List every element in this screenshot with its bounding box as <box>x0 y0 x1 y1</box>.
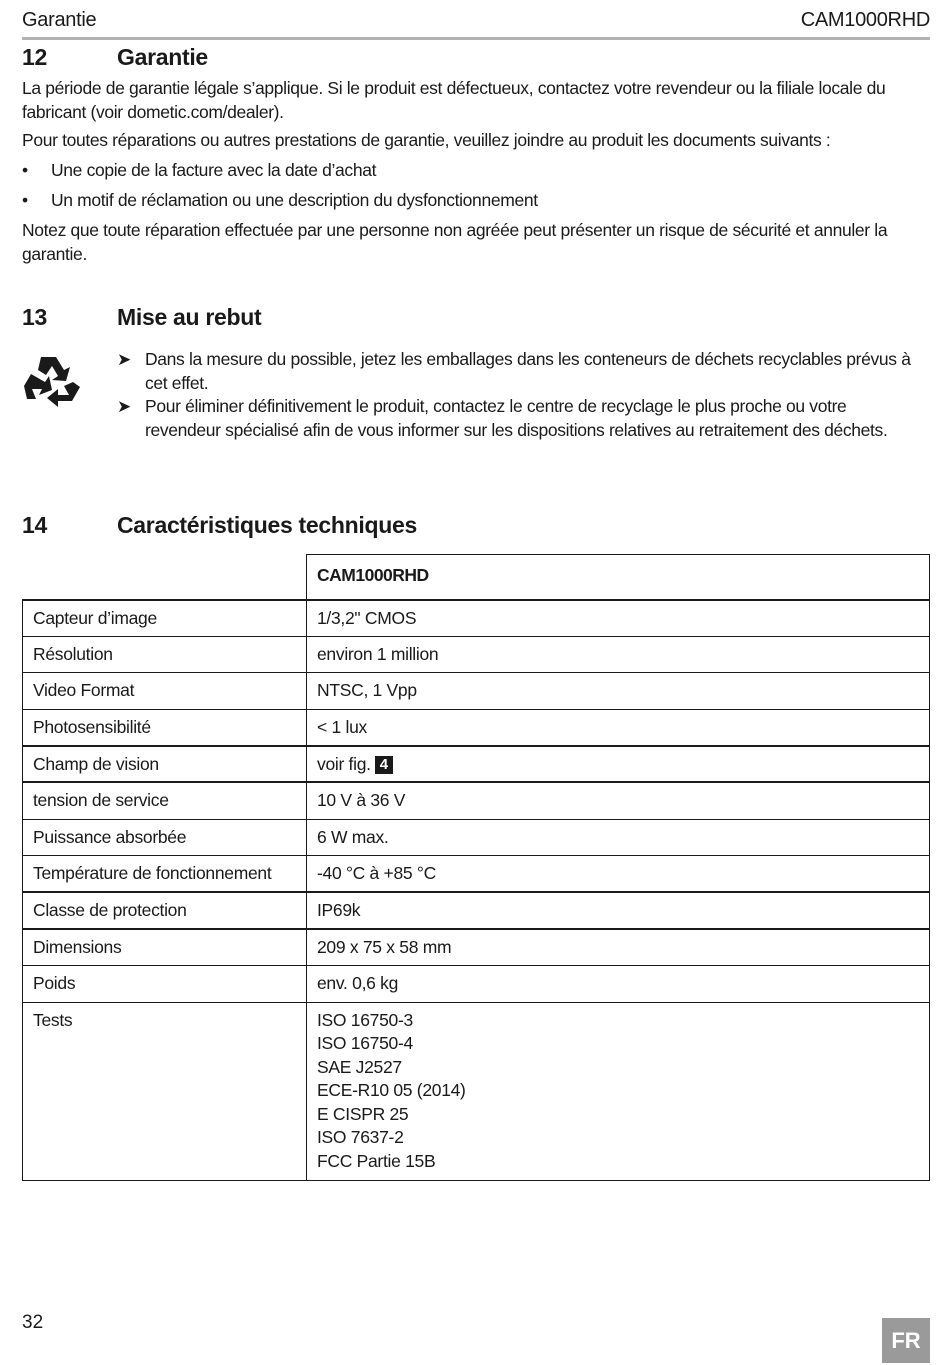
test-standard: ISO 16750-4 <box>317 1033 413 1054</box>
table-row <box>23 892 930 929</box>
spec-value: IP69k <box>307 892 930 929</box>
table-row <box>23 965 930 1002</box>
test-standard: SAE J2527 <box>317 1056 402 1077</box>
table-header-blank-cell <box>23 555 307 600</box>
test-standard: FCC Partie 15B <box>317 1150 436 1171</box>
section-number: 14 <box>22 512 47 538</box>
list-item-text: Un motif de réclamation ou une description du dysfonctionnement <box>51 190 538 210</box>
table-row <box>23 673 930 710</box>
test-standard: ISO 7637-2 <box>317 1127 404 1148</box>
tests-list <box>307 1002 930 1181</box>
spec-label: Température de fonctionnement <box>23 856 307 893</box>
spec-label: Classe de protection <box>23 892 307 929</box>
disposal-instruction <box>117 395 922 442</box>
spec-value: 209 x 75 x 58 mm <box>307 929 930 966</box>
table-row <box>23 709 930 746</box>
list-item-text: Une copie de la facture avec la date d’achat <box>51 160 377 180</box>
spec-label: tension de service <box>23 782 307 819</box>
page-number: 32 <box>22 1312 44 1333</box>
table-row <box>23 600 930 637</box>
spec-value-cell <box>307 746 930 783</box>
table-row <box>23 746 930 783</box>
section-title: Caractéristiques techniques <box>117 512 417 538</box>
documents-paragraph: Pour toutes réparations ou autres prestations de garantie, veuillez joindre au produit les documents suivants : <box>22 130 831 150</box>
spec-value: voir fig. <box>317 753 371 774</box>
spec-label: Champ de vision <box>23 746 307 783</box>
section-number: 12 <box>22 44 47 70</box>
specifications-table <box>22 554 930 1181</box>
disposal-instruction <box>117 348 922 395</box>
test-standard: E CISPR 25 <box>317 1103 409 1124</box>
spec-value: env. 0,6 kg <box>307 965 930 1002</box>
running-header <box>22 8 930 40</box>
table-row <box>23 856 930 893</box>
section-title: Mise au rebut <box>117 304 262 330</box>
recycle-icon <box>22 353 82 411</box>
table-header-model: CAM1000RHD <box>307 555 930 600</box>
spec-label: Résolution <box>23 636 307 673</box>
test-standard: ECE-R10 05 (2014) <box>317 1080 466 1101</box>
spec-value: 6 W max. <box>307 819 930 856</box>
bullet-glyph: • <box>22 160 28 180</box>
instruction-text: Pour éliminer définitivement le produit, contactez le centre de recyclage le plus proche ou votre revendeur spécialisé afin de vous informer sur les dispositions relatives au retraitement des déchets. <box>145 396 888 440</box>
table-row <box>23 1002 930 1181</box>
spec-value: < 1 lux <box>307 709 930 746</box>
table-row <box>23 929 930 966</box>
warranty-paragraph: La période de garantie légale s’applique. Si le produit est défectueux, contactez votre revendeur ou la filiale locale du fabricant (voir dometic.com/dealer). <box>22 78 886 122</box>
spec-label: Photosensibilité <box>23 709 307 746</box>
spec-value: -40 °C à +85 °C <box>307 856 930 893</box>
table-row <box>23 636 930 673</box>
spec-label: Poids <box>23 965 307 1002</box>
arrow-icon: ➤ <box>117 350 131 369</box>
arrow-icon: ➤ <box>117 397 131 416</box>
spec-label: Puissance absorbée <box>23 819 307 856</box>
header-model-name: CAM1000RHD <box>800 9 930 31</box>
repair-note-paragraph: Notez que toute réparation effectuée par une personne non agréée peut présenter un risque de sécurité et annuler la garantie. <box>22 220 888 264</box>
spec-label: Tests <box>23 1002 307 1181</box>
section-number: 13 <box>22 304 47 330</box>
spec-value: 1/3,2" CMOS <box>307 600 930 637</box>
table-row <box>23 782 930 819</box>
header-section-name: Garantie <box>22 9 97 31</box>
figure-reference-badge: 4 <box>375 756 393 774</box>
table-row <box>23 819 930 856</box>
bullet-glyph: • <box>22 190 28 210</box>
test-standard: ISO 16750-3 <box>317 1009 413 1030</box>
table-header-row <box>23 555 930 600</box>
spec-value: environ 1 million <box>307 636 930 673</box>
spec-value: NTSC, 1 Vpp <box>307 673 930 710</box>
spec-value: 10 V à 36 V <box>307 782 930 819</box>
instruction-text: Dans la mesure du possible, jetez les emballages dans les conteneurs de déchets recyclables prévus à cet effet. <box>145 349 911 393</box>
spec-label: Capteur d’image <box>23 600 307 637</box>
spec-label: Dimensions <box>23 929 307 966</box>
language-badge: FR <box>882 1318 930 1363</box>
spec-label: Video Format <box>23 673 307 710</box>
section-title: Garantie <box>117 44 208 70</box>
